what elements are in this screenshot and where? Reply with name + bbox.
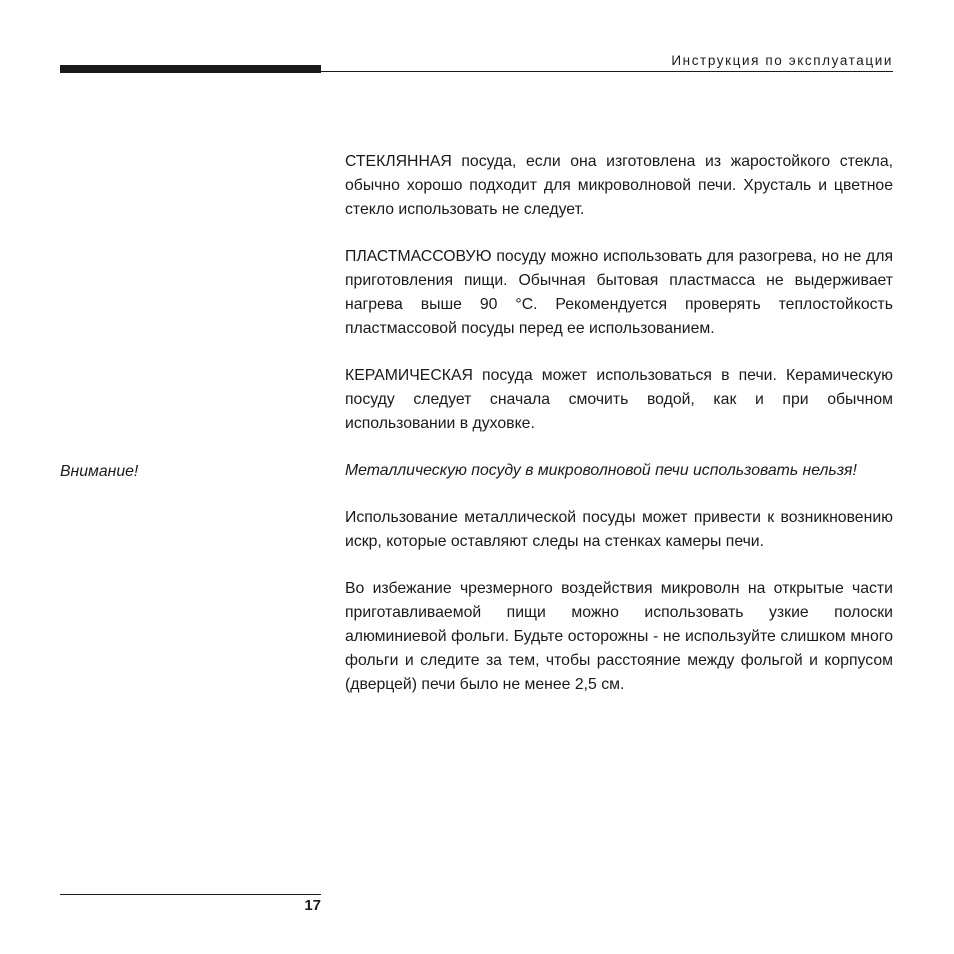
warning-label: Внимание! (60, 463, 139, 480)
paragraph-metal-warning: Металлическую посуду в микроволновой печи использовать нельзя! (345, 462, 857, 479)
main-content (345, 150, 893, 720)
paragraph-glass: СТЕКЛЯННАЯ посуда, если она изготовлена из жаростойкого стекла, обычно хорошо подходит для микроволновой печи. Хрусталь и цветное стекло использовать не следует. (345, 153, 893, 218)
header-bar (60, 65, 321, 73)
paragraph-foil: Во избежание чрезмерного воздействия микроволн на открытые части приготавливаемой пищи можно использовать узкие полоски алюминиевой фольги. Будьте осторожны - не используйте слишком много фольги и следите за тем, чтобы расстояние между фольгой и корпусом (дверцей) печи было не менее 2,5 см. (345, 580, 893, 693)
page-number: 17 (304, 897, 321, 914)
header-rule (321, 71, 893, 72)
header-title: Инструкция по эксплуатации (671, 53, 893, 68)
paragraph-ceramic: КЕРАМИЧЕСКАЯ посуда может использоваться в печи. Керамическую посуду следует сначала смочить водой, как и при обычном использовании в духовке. (345, 367, 893, 432)
paragraph-plastic: ПЛАСТМАССОВУЮ посуду можно использовать для разогрева, но не для приготовления пищи. Обычная бытовая пластмасса не выдерживает нагрева выше 90 °С. Рекомендуется проверять теплостойкость пластмассовой посуды перед ее использованием. (345, 248, 893, 337)
footer-rule (60, 894, 321, 895)
paragraph-metal-sparks: Использование металлической посуды может привести к возникновению искр, которые оставляют следы на стенках камеры печи. (345, 509, 893, 550)
